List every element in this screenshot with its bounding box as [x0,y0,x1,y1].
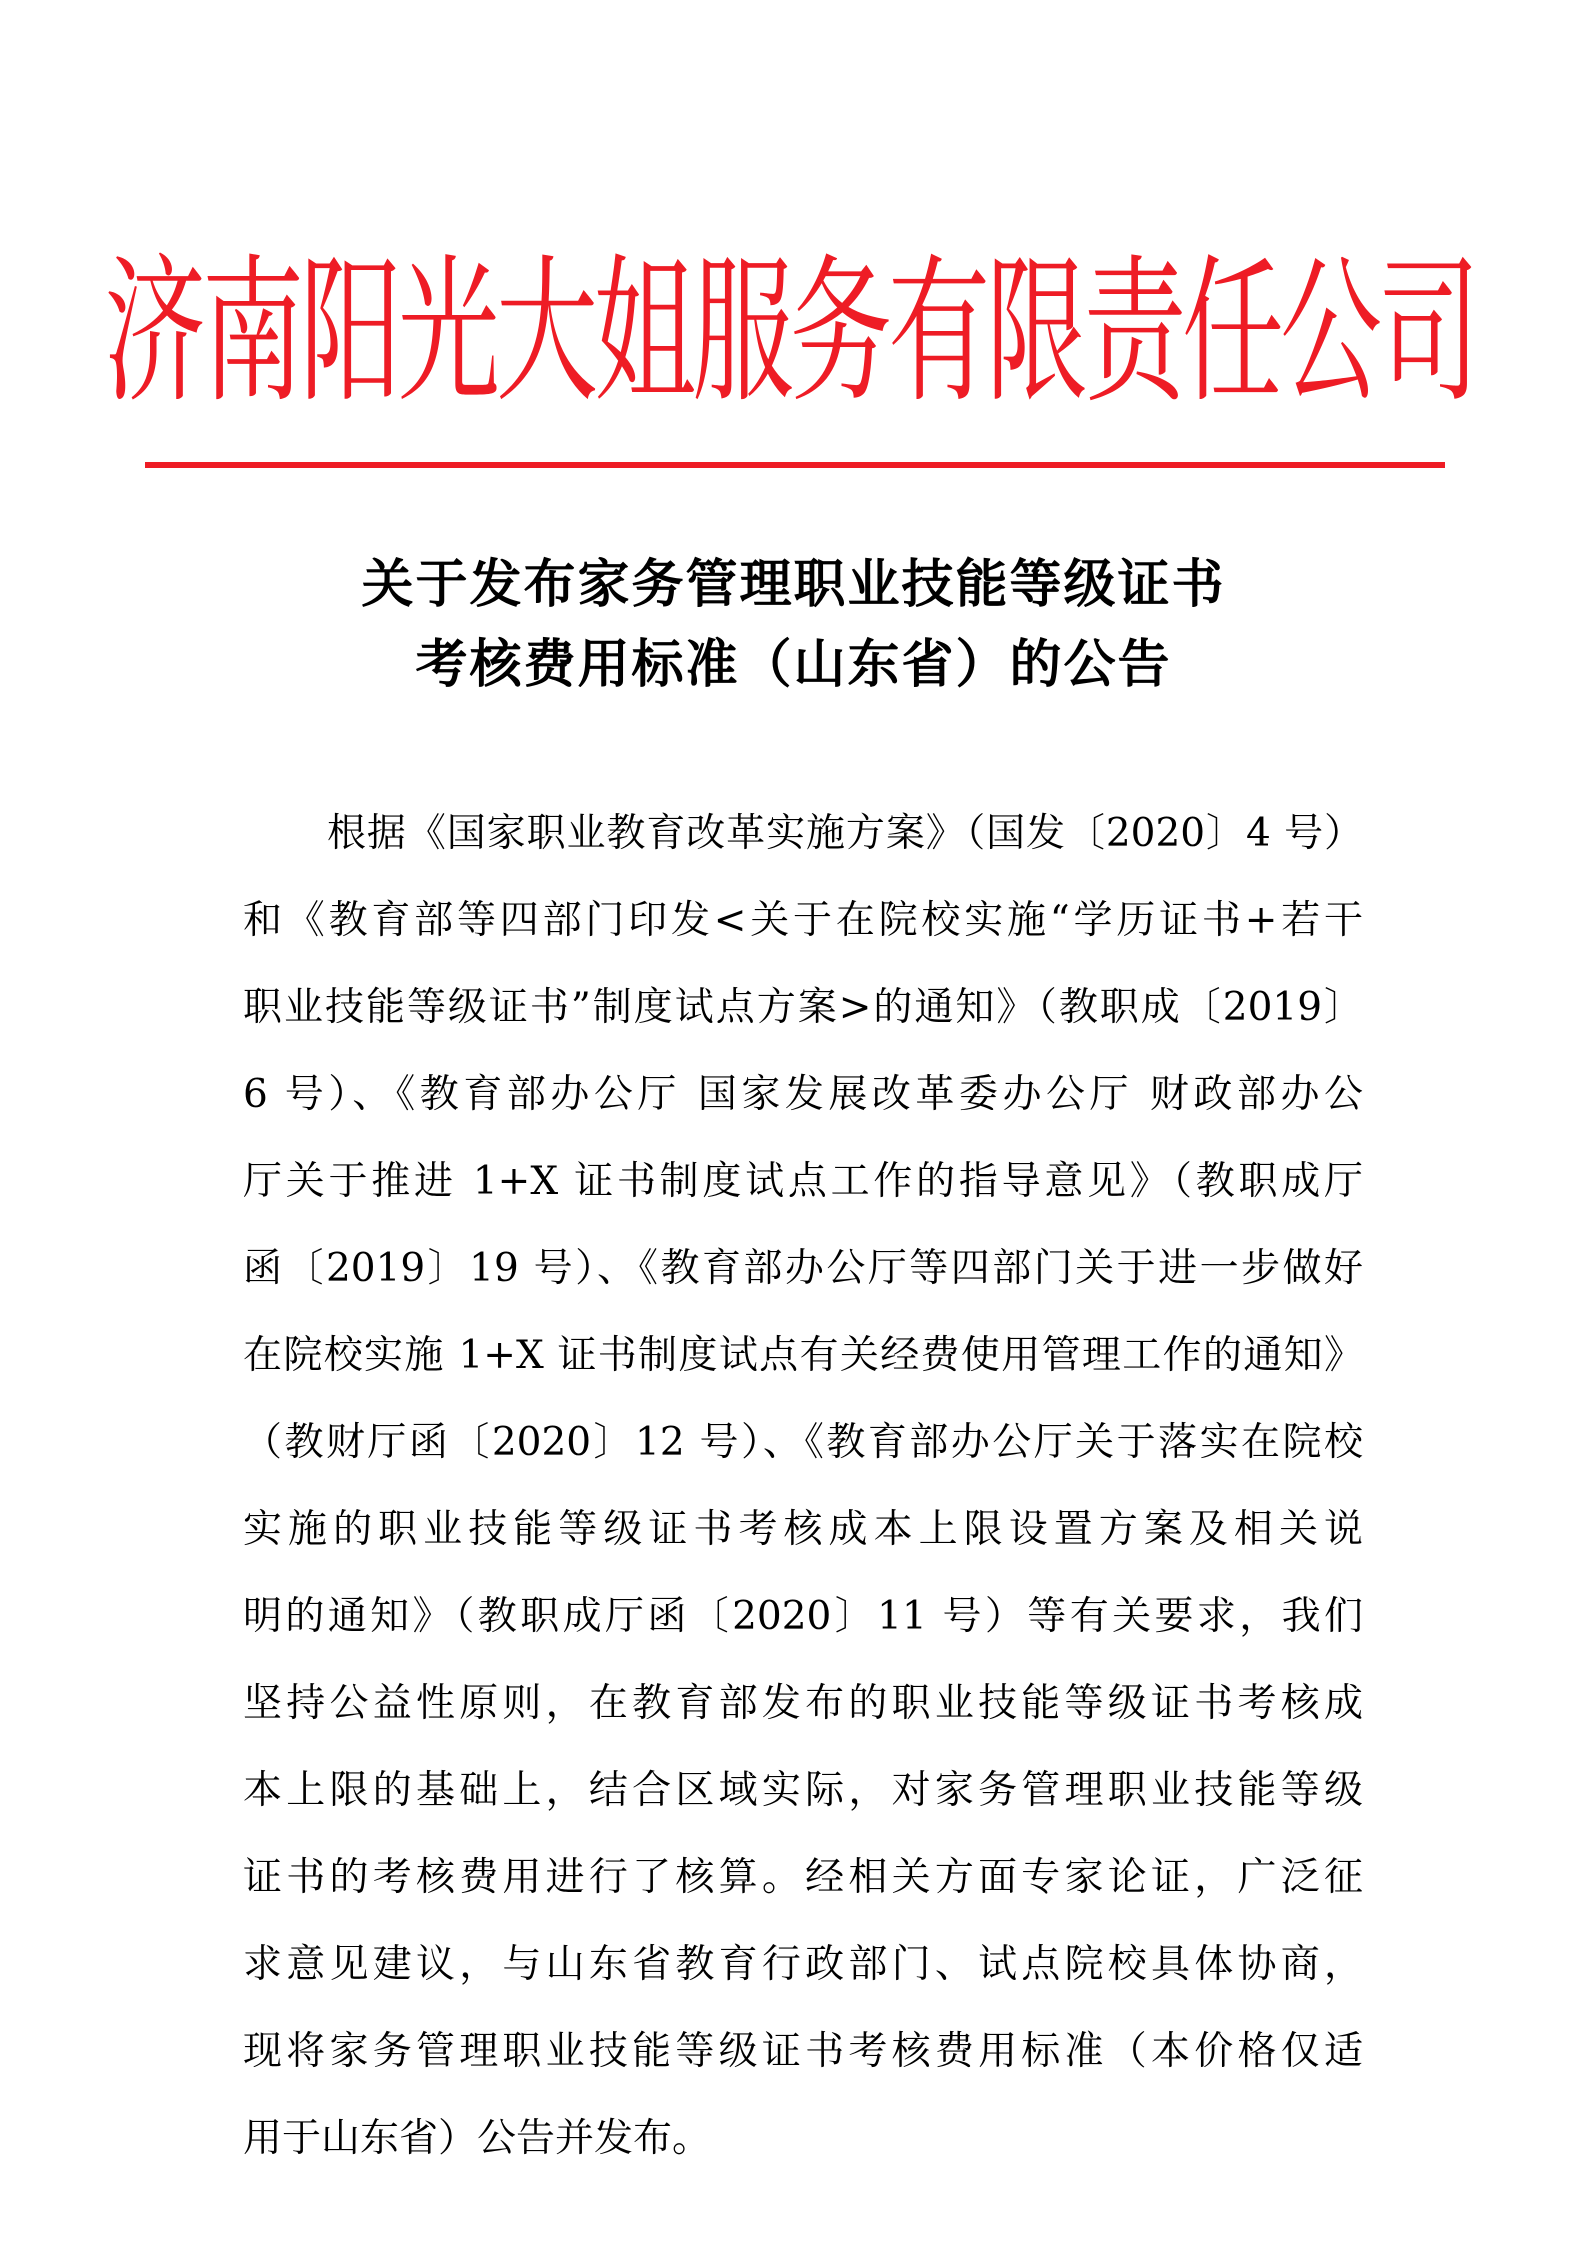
body-line: 在院校实施 1+X 证书制度试点有关经费使用管理工作的通知》 [243,1333,1363,1378]
body-line: 厅关于推进 1+X 证书制度试点工作的指导意见》（教职成厅 [243,1159,1363,1204]
body-line: 本上限的基础上，结合区域实际，对家务管理职业技能等级 [243,1768,1363,1813]
body-line: 明的通知》（教职成厅函〔2020〕11 号）等有关要求，我们 [243,1594,1363,1639]
body-line: 现将家务管理职业技能等级证书考核费用标准（本价格仅适 [243,2029,1363,2074]
company-letterhead-title: 济南阳光大姐服务有限责任公司 [104,240,1476,426]
document-title-line-1: 关于发布家务管理职业技能等级证书 [361,555,1226,615]
body-paragraph [243,790,1363,2182]
document-title-line-2: 考核费用标准（山东省）的公告 [415,635,1172,695]
letterhead-red-rule [145,462,1445,468]
body-line: 和《教育部等四部门印发<关于在院校实施“学历证书+若干 [243,898,1363,943]
body-line: 坚持公益性原则，在教育部发布的职业技能等级证书考核成 [243,1681,1363,1726]
body-line: 职业技能等级证书”制度试点方案>的通知》（教职成〔2019〕 [243,985,1363,1030]
body-line: 实施的职业技能等级证书考核成本上限设置方案及相关说 [243,1507,1363,1552]
body-line: 6 号）、《教育部办公厅 国家发展改革委办公厅 财政部办公 [243,1072,1363,1117]
body-line: 证书的考核费用进行了核算。经相关方面专家论证，广泛征 [243,1855,1363,1900]
body-line: （教财厅函〔2020〕12 号）、《教育部办公厅关于落实在院校 [243,1420,1363,1465]
body-line: 根据《国家职业教育改革实施方案》（国发〔2020〕4 号） [327,811,1363,856]
body-line: 用于山东省）公告并发布。 [243,2116,712,2161]
body-line: 求意见建议，与山东省教育行政部门、试点院校具体协商， [243,1942,1363,1987]
body-line: 函〔2019〕19 号）、《教育部办公厅等四部门关于进一步做好 [243,1246,1363,1291]
